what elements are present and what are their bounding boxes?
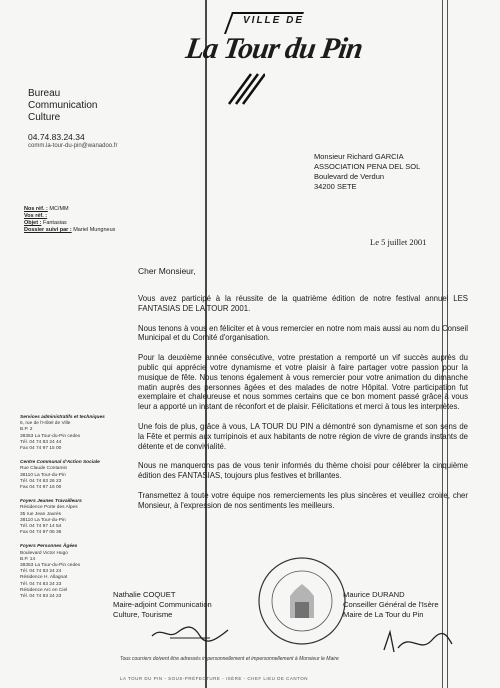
footer-address: LA TOUR DU PIN - SOUS-PRÉFECTURE - ISÈRE - CHEF LIEU DE CANTON bbox=[120, 676, 309, 681]
recipient-line: Monsieur Richard GARCIA bbox=[314, 152, 404, 161]
service-title: Foyers Personnes Âgées bbox=[20, 544, 78, 550]
service-line: Rue Claude Contamin bbox=[20, 466, 68, 472]
service-line: Tél. 04 74 83 24 23 bbox=[20, 594, 62, 600]
department-line: Bureau bbox=[28, 88, 61, 99]
services-column bbox=[20, 415, 105, 608]
followed-label: Dossier suivi par : bbox=[24, 227, 72, 233]
signatory-name: Maurice DURAND bbox=[343, 590, 405, 599]
service-line: B.P. 14 bbox=[20, 556, 36, 562]
service-line: Boulevard Victor Hugo bbox=[20, 550, 68, 556]
signature-right bbox=[343, 590, 439, 620]
letter-date: Le 5 juillet 2001 bbox=[370, 237, 427, 247]
signature-left bbox=[113, 590, 212, 620]
body-paragraph: Pour la deuxième année consécutive, votre prestation a remporté un vif succès auprès du public qui apprécie votre dynamisme et votre plaisir à faire partager votre passion pour la musique de fête. Nous tenons également à vous remercier pour votre animation du dimanche matin auprès des personnes âgées et des malades de notre Hôpital. Votre participation fut exemplaire et chaleureuse et nous sommes certains que ce bon moment passé grâce à vous leur a apporté un instant de réconfort et de plaisir. Félicitations et merci à tous les interprètes. bbox=[138, 353, 468, 412]
service-line: Fax 04 74 97 16 00 bbox=[20, 485, 62, 491]
department-line: Culture bbox=[28, 112, 61, 123]
service-line: 6, rue de l'Hôtel de Ville bbox=[20, 421, 71, 427]
service-line: B.P. 2 bbox=[20, 427, 33, 433]
followed-value: Mariel Mungneux bbox=[73, 227, 116, 233]
service-line: Résidence H. Allagnat bbox=[20, 575, 68, 581]
signatory-name: Nathalie COQUET bbox=[113, 590, 176, 599]
department-line: Communication bbox=[28, 100, 98, 111]
department-phone: 04.74.83.24.34 bbox=[28, 132, 85, 142]
body-paragraph: Nous ne manquerons pas de vous tenir informés du thème choisi pour célébrer la cinquième édition des FANTASIAS, toujours plus festives et brillantes. bbox=[138, 461, 468, 481]
department-block bbox=[28, 88, 97, 124]
recipient-line: Boulevard de Verdun bbox=[314, 172, 385, 181]
letter-body bbox=[138, 294, 468, 521]
department-email: comm.la-tour-du-pin@wanadoo.fr bbox=[28, 143, 118, 149]
service-line: Fax 04 74 97 15 00 bbox=[20, 446, 62, 452]
service-group bbox=[20, 415, 105, 452]
service-line: 38110 La Tour-du-Pin bbox=[20, 517, 66, 523]
service-group bbox=[20, 460, 105, 491]
signatory-title: Maire-adjoint Communication bbox=[113, 600, 212, 609]
service-line: 38110 La Tour-du-Pin bbox=[20, 472, 66, 478]
ref-label: Nos réf. : bbox=[24, 206, 48, 212]
service-line: 38353 La Tour-du-Pin cedex bbox=[20, 563, 81, 569]
signatory-title: Conseiller Général de l'Isère bbox=[343, 600, 439, 609]
service-line: Tél. 04 74 83 24 24 bbox=[20, 569, 62, 575]
service-title: Services administratifs et techniques bbox=[20, 415, 105, 420]
handwritten-signature-right bbox=[380, 628, 455, 656]
body-paragraph: Nous tenons à vous en féliciter et à vous remercier en notre nom mais aussi au nom du Conseil Municipal et du Comité d'organisation. bbox=[138, 323, 468, 343]
logo-text: La Tour du Pin bbox=[183, 32, 365, 65]
service-title: Foyers Jeunes Travailleurs bbox=[20, 499, 82, 505]
service-group bbox=[20, 499, 105, 536]
service-line: Résidence Porte des Alpes bbox=[20, 505, 78, 511]
service-line: Tél. 04 74 83 26 23 bbox=[20, 478, 62, 484]
handwritten-signature-left bbox=[150, 622, 230, 644]
service-group bbox=[20, 544, 105, 600]
body-paragraph: Une fois de plus, grâce à vous, LA TOUR DU PIN a démontré son dynamisme et son sens de la Fête et permis aux turripinois et aux habitants de notre région de vivre de grands instants de détente et de convivialité. bbox=[138, 421, 468, 451]
service-line: 35 rue Jean Jaurès bbox=[20, 511, 62, 517]
body-paragraph: Transmettez à toute votre équipe nos remerciements les plus sincères et veuillez croire, cher Monsieur, à l'expression de nos sentiments les meilleurs. bbox=[138, 490, 468, 510]
signatory-title: Culture, Tourisme bbox=[113, 610, 173, 619]
service-title: Centre Communal d'Action Sociale bbox=[20, 460, 100, 466]
service-line: Fax 04 74 97 06 36 bbox=[20, 530, 62, 536]
service-line: Tél. 04 74 83 24 23 bbox=[20, 581, 62, 587]
recipient-line: 34200 SETE bbox=[314, 182, 357, 191]
your-ref-label: Vos réf. : bbox=[24, 213, 48, 219]
recipient-address bbox=[314, 152, 420, 192]
service-line: 38353 La Tour-du-Pin cedex bbox=[20, 433, 81, 439]
service-line: Tél. 04 74 83 24 44 bbox=[20, 439, 62, 445]
body-paragraph: Vous avez participé à la réussite de la quatrième édition de notre festival annuel LES FANTASIAS DE LA TOUR 2001. bbox=[138, 294, 468, 313]
ref-value: MC/MM bbox=[49, 206, 69, 212]
logo-small-text: VILLE DE bbox=[243, 15, 305, 26]
signatory-title: Maire de La Tour du Pin bbox=[343, 610, 424, 619]
footer-note: Tous courriers doivent être adressés impersonnellement et impersonnellement à Monsieur le Maire bbox=[120, 656, 339, 662]
mairie-seal-icon bbox=[257, 556, 347, 646]
logo-stripes-icon bbox=[225, 72, 265, 106]
service-line: Résidence Arc en Ciel bbox=[20, 587, 68, 593]
salutation: Cher Monsieur, bbox=[138, 266, 196, 276]
service-line: Tél. 04 74 97 14 54 bbox=[20, 524, 62, 530]
recipient-line: ASSOCIATION PENA DEL SOL bbox=[314, 162, 421, 171]
object-label: Objet : bbox=[24, 220, 42, 226]
object-value: Fantasias bbox=[42, 220, 67, 226]
references-block bbox=[24, 206, 115, 234]
